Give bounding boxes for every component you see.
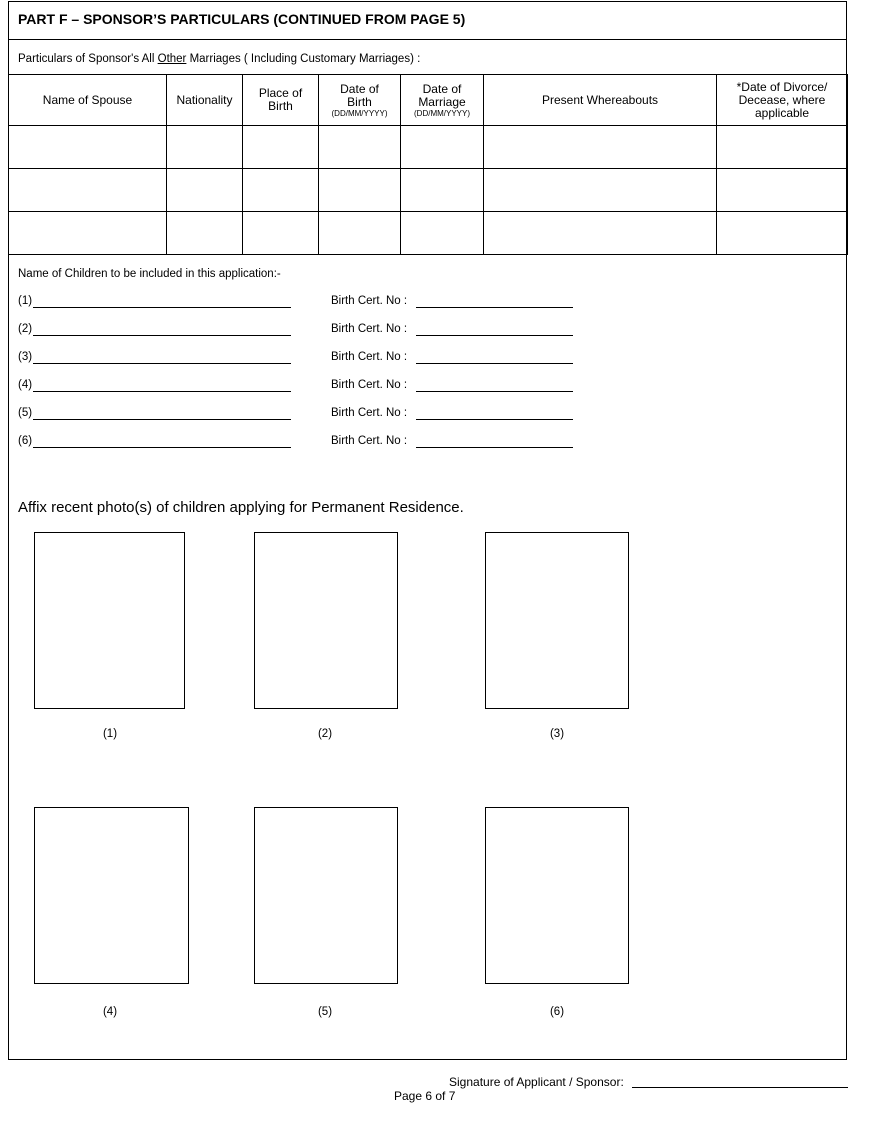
- child-name-field[interactable]: [33, 419, 291, 420]
- part-f-header: PART F – SPONSOR’S PARTICULARS (CONTINUED FROM PAGE 5): [9, 2, 846, 40]
- photo-box-2[interactable]: [254, 532, 398, 709]
- birth-cert-field[interactable]: [416, 391, 573, 392]
- birth-cert-field[interactable]: [416, 419, 573, 420]
- cell-nationality[interactable]: [167, 169, 243, 212]
- birth-cert-field[interactable]: [416, 335, 573, 336]
- cell-place-of-birth[interactable]: [243, 169, 319, 212]
- photo-label-6: (6): [549, 1006, 565, 1018]
- photo-box-1[interactable]: [34, 532, 185, 709]
- cell-date-of-divorce[interactable]: [717, 169, 848, 212]
- cell-date-of-marriage[interactable]: [401, 212, 484, 255]
- photo-box-4[interactable]: [34, 807, 189, 984]
- photo-box-6[interactable]: [485, 807, 629, 984]
- affix-photo-caption: Affix recent photo(s) of children applying for Permanent Residence.: [18, 499, 464, 516]
- child-entry-6: (6) Birth Cert. No :: [18, 435, 578, 451]
- photo-box-5[interactable]: [254, 807, 398, 984]
- birth-cert-field[interactable]: [416, 447, 573, 448]
- signature-label: Signature of Applicant / Sponsor:: [449, 1075, 624, 1089]
- cell-nationality[interactable]: [167, 126, 243, 169]
- cell-date-of-divorce[interactable]: [717, 212, 848, 255]
- table-row: [9, 126, 848, 169]
- birth-cert-field[interactable]: [416, 307, 573, 308]
- photo-label-3: (3): [549, 728, 565, 740]
- photo-label-4: (4): [102, 1006, 118, 1018]
- cell-date-of-birth[interactable]: [319, 169, 401, 212]
- child-name-field[interactable]: [33, 391, 291, 392]
- col-nationality: Nationality: [167, 75, 243, 126]
- col-date-of-marriage: Date of Marriage (DD/MM/YYYY): [401, 75, 484, 126]
- photo-label-2: (2): [317, 728, 333, 740]
- photo-box-3[interactable]: [485, 532, 629, 709]
- cell-spouse-name[interactable]: [9, 169, 167, 212]
- cell-present-whereabouts[interactable]: [484, 169, 717, 212]
- photo-label-1: (1): [102, 728, 118, 740]
- col-present-whereabouts: Present Whereabouts: [484, 75, 717, 126]
- cell-spouse-name[interactable]: [9, 212, 167, 255]
- cell-date-of-birth[interactable]: [319, 126, 401, 169]
- marriages-caption: Particulars of Sponsor's All Other Marriages ( Including Customary Marriages) :: [18, 53, 421, 65]
- child-name-field[interactable]: [33, 335, 291, 336]
- table-row: [9, 212, 848, 255]
- child-name-field[interactable]: [33, 363, 291, 364]
- marriages-table: [8, 74, 848, 255]
- child-name-field[interactable]: [33, 447, 291, 448]
- child-entry-5: (5) Birth Cert. No :: [18, 407, 578, 423]
- child-entry-3: (3) Birth Cert. No :: [18, 351, 578, 367]
- cell-place-of-birth[interactable]: [243, 212, 319, 255]
- children-caption: Name of Children to be included in this application:-: [18, 268, 281, 280]
- marriages-header-row: [9, 75, 848, 126]
- cell-present-whereabouts[interactable]: [484, 126, 717, 169]
- child-name-field[interactable]: [33, 307, 291, 308]
- page-number: Page 6 of 7: [394, 1089, 456, 1103]
- form-frame: [8, 1, 847, 1060]
- child-entry-1: (1) Birth Cert. No :: [18, 295, 578, 311]
- cell-date-of-marriage[interactable]: [401, 169, 484, 212]
- cell-present-whereabouts[interactable]: [484, 212, 717, 255]
- col-place-of-birth: Place of Birth: [243, 75, 319, 126]
- cell-nationality[interactable]: [167, 212, 243, 255]
- col-name-of-spouse: Name of Spouse: [9, 75, 167, 126]
- cell-date-of-marriage[interactable]: [401, 126, 484, 169]
- col-date-of-divorce: *Date of Divorce/ Decease, where applicable: [717, 75, 848, 126]
- photo-label-5: (5): [317, 1006, 333, 1018]
- table-row: [9, 169, 848, 212]
- caption-emphasis: Other: [157, 53, 187, 65]
- cell-place-of-birth[interactable]: [243, 126, 319, 169]
- child-entry-4: (4) Birth Cert. No :: [18, 379, 578, 395]
- cell-date-of-divorce[interactable]: [717, 126, 848, 169]
- col-date-of-birth: Date of Birth (DD/MM/YYYY): [319, 75, 401, 126]
- child-entry-2: (2) Birth Cert. No :: [18, 323, 578, 339]
- cell-date-of-birth[interactable]: [319, 212, 401, 255]
- cell-spouse-name[interactable]: [9, 126, 167, 169]
- birth-cert-field[interactable]: [416, 363, 573, 364]
- signature-field[interactable]: [632, 1087, 848, 1088]
- signature-row: [449, 1075, 849, 1091]
